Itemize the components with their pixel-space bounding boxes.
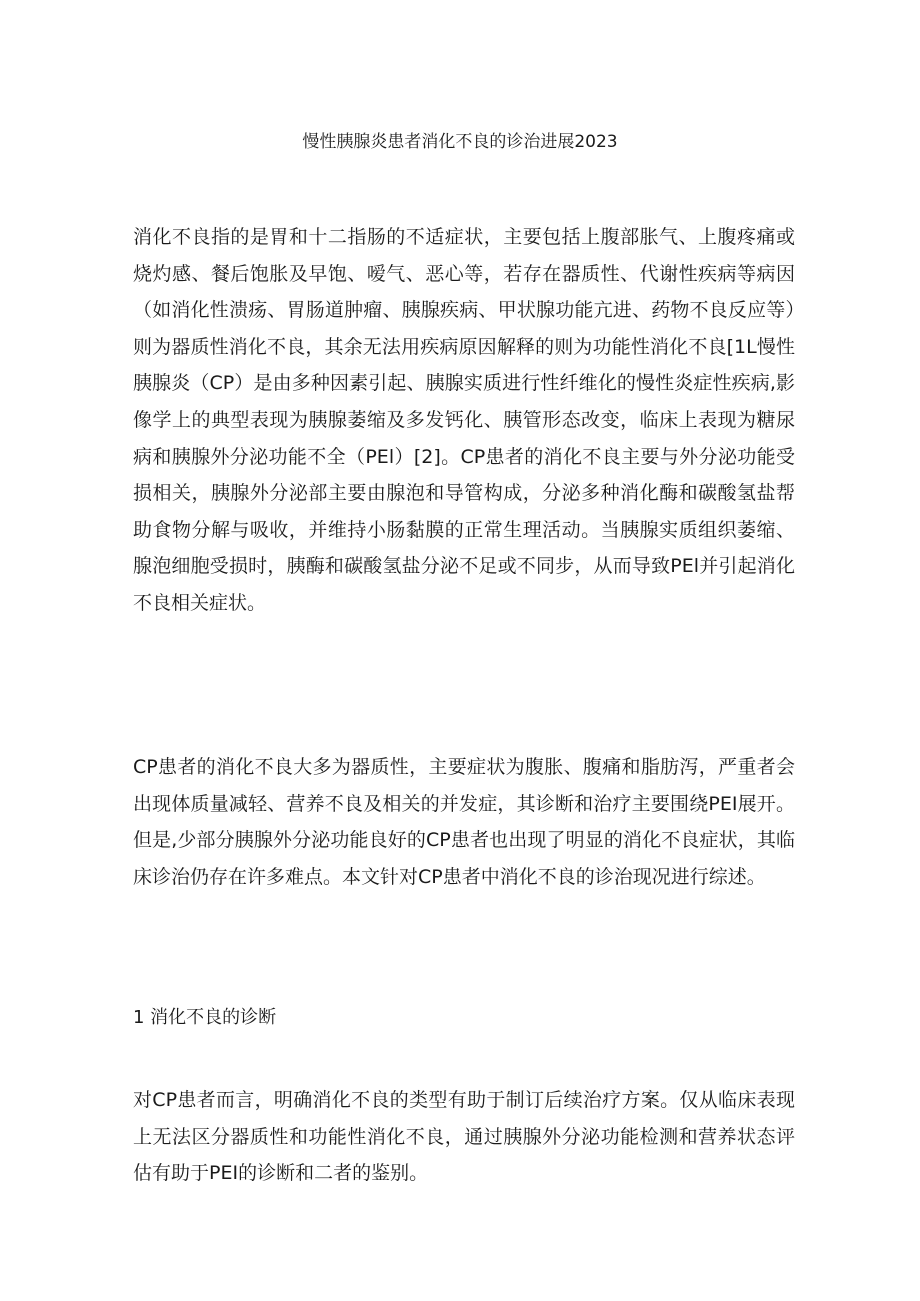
second-paragraph: CP患者的消化不良大多为器质性，主要症状为腹胀、腹痛和脂肪泻，严重者会出现体质量减轻、营养不良及相关的并发症，其诊断和治疗主要围绕PEI展开。但是,少部分胰腺外分泌功能良好的CP患者也出现了明显的消化不良症状，其临床诊治仍存在许多难点。本文针对CP患者中消化不良的诊治现况进行综述。: [133, 756, 795, 888]
section-paragraph: 对CP患者而言，明确消化不良的类型有助于制订后续治疗方案。仅从临床表现上无法区分器质性和功能性消化不良，通过胰腺外分泌功能检测和营养状态评估有助于PEI的诊断和二者的鉴别。: [133, 1089, 795, 1185]
intro-paragraph: 消化不良指的是胃和十二指肠的不适症状，主要包括上腹部胀气、上腹疼痛或烧灼感、餐后饱胀及早饱、嗳气、恶心等，若存在器质性、代谢性疾病等病因（如消化性溃疡、胃肠道肿瘤、胰腺疾病、甲状腺功能亢进、药物不良反应等）则为器质性消化不良，其余无法用疾病原因解释的则为功能性消化不良[1L慢性胰腺炎（CP）是由多种因素引起、胰腺实质进行性纤维化的慢性炎症性疾病,影像学上的典型表现为胰腺萎缩及多发钙化、胰管形态改变，临床上表现为糖尿病和胰腺外分泌功能不全（PEl）[2]。CP患者的消化不良主要与外分泌功能受损相关，胰腺外分泌部主要由腺泡和导管构成，分泌多种消化酶和碳酸氢盐帮助食物分解与吸收，并维持小肠黏膜的正常生理活动。当胰腺实质组织萎缩、腺泡细胞受损时，胰酶和碳酸氢盐分泌不足或不同步，从而导致PEl并引起消化不良相关症状。: [133, 226, 795, 614]
document-title: 慢性胰腺炎患者消化不良的诊治进展2023: [302, 132, 618, 152]
section-heading: 1 消化不良的诊断: [133, 1007, 277, 1028]
